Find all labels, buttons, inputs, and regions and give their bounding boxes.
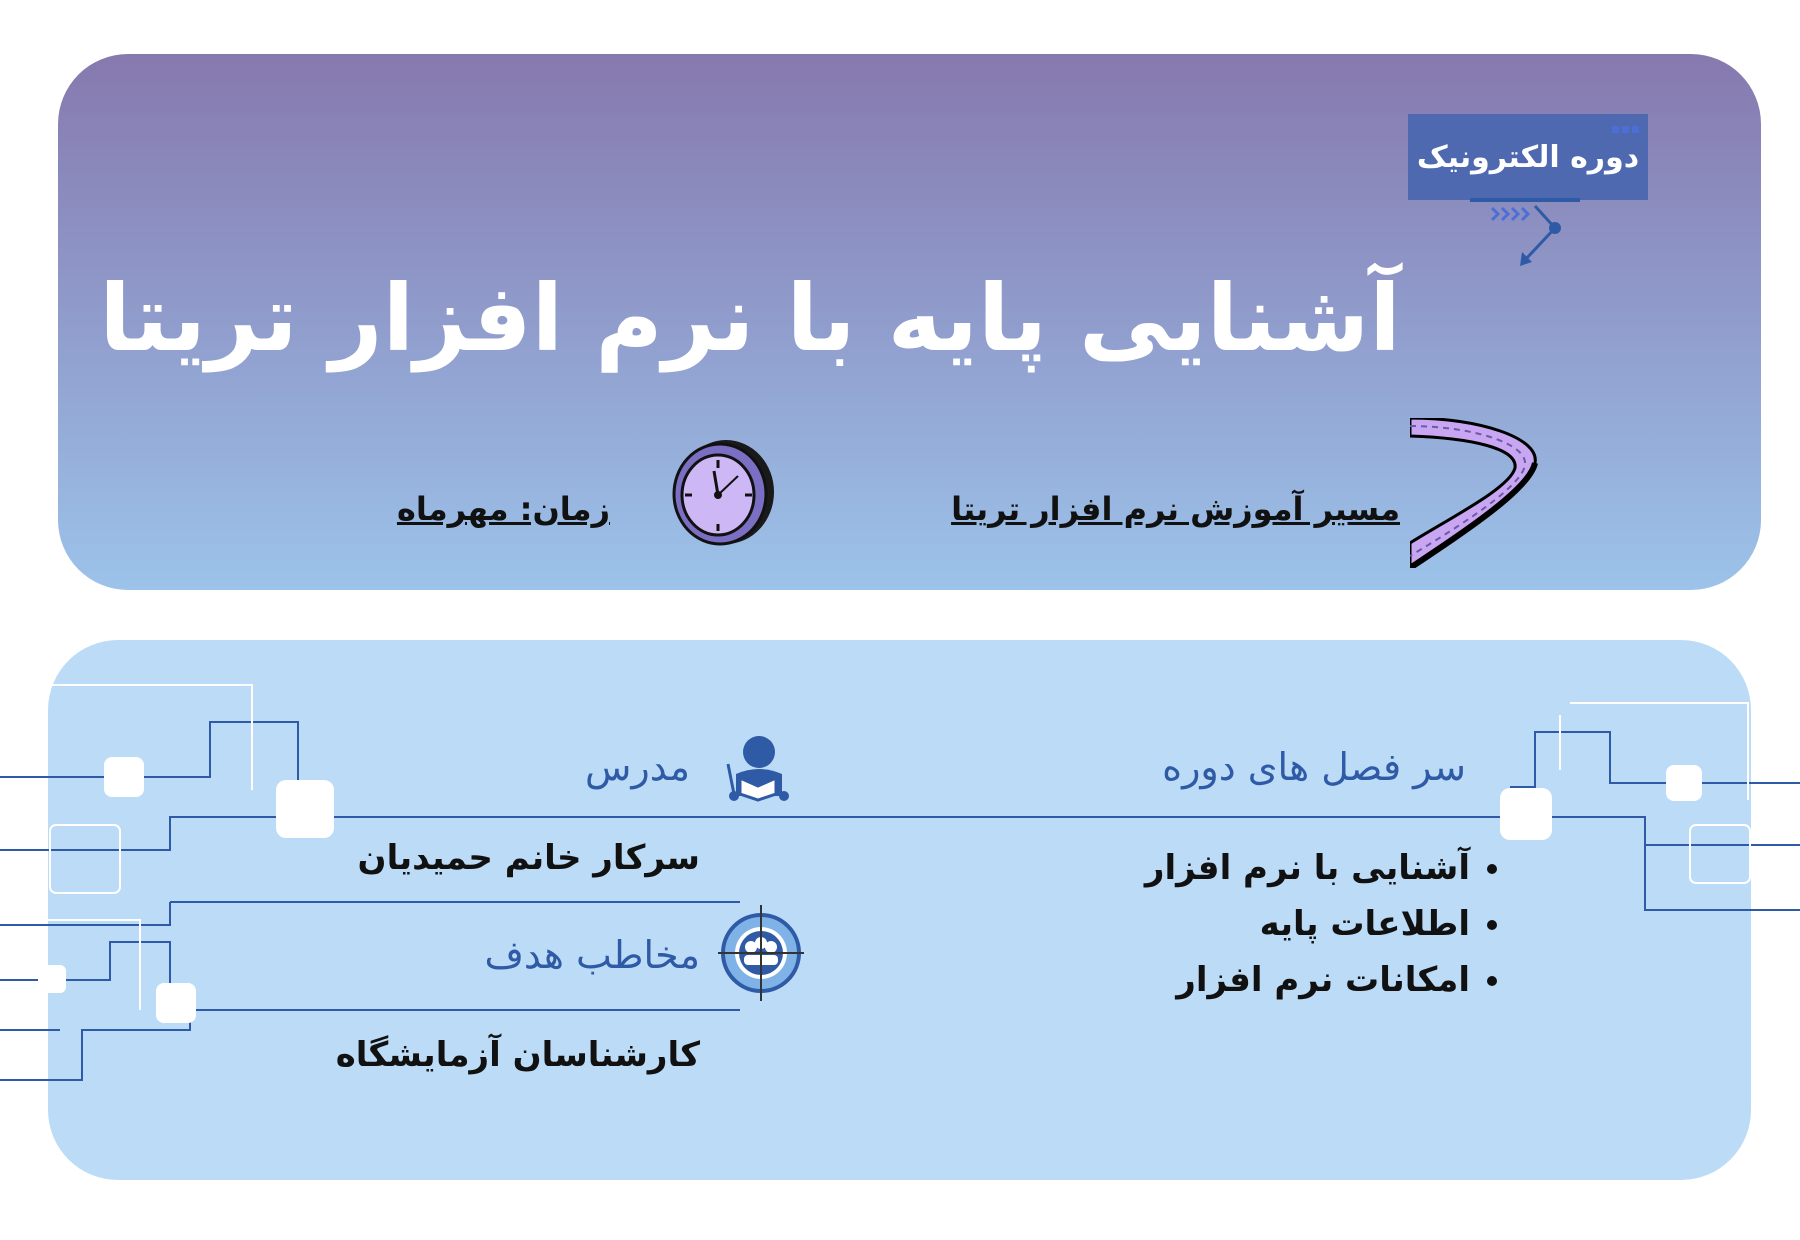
clock-icon	[668, 438, 778, 550]
path-label: مسیر آموزش نرم افزار تریتا	[951, 490, 1400, 528]
road-icon	[1410, 418, 1540, 568]
list-item: • آشنایی با نرم افزار	[1000, 840, 1470, 896]
reader-icon	[722, 734, 794, 802]
chapters-heading: سر فصل های دوره	[1162, 745, 1466, 789]
instructor-heading: مدرس	[584, 745, 690, 789]
audience-value: کارشناسان آزمایشگاه	[335, 1035, 700, 1075]
tag-dots	[1612, 118, 1642, 126]
list-item: • اطلاعات پایه	[1000, 896, 1470, 952]
course-type-tag: دوره الکترونیک	[1408, 114, 1648, 200]
instructor-name: سرکار خانم حمیدیان	[357, 838, 700, 878]
course-title: آشنایی پایه با نرم افزار تریتا	[99, 265, 1401, 372]
list-item: • امکانات نرم افزار	[1000, 952, 1470, 1008]
chapters-list	[1000, 840, 1504, 1008]
time-label: زمان: مهرماه	[396, 490, 610, 528]
audience-heading: مخاطب هدف	[484, 933, 700, 977]
target-group-icon	[718, 905, 804, 1001]
